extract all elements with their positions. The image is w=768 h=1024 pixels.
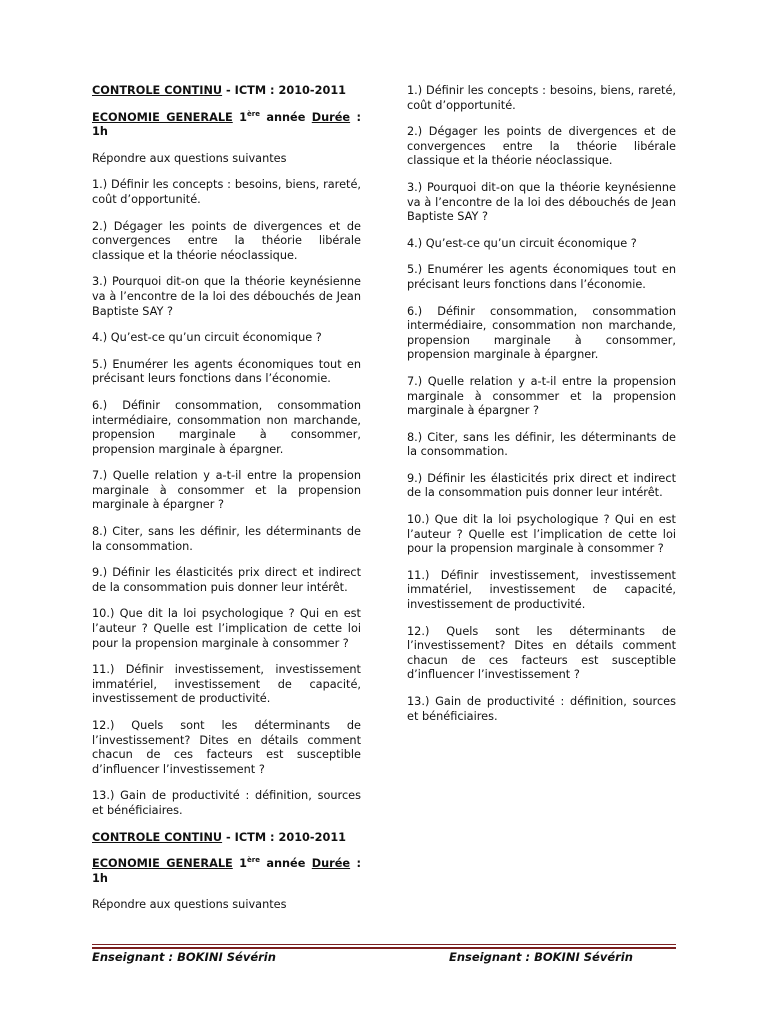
question-2: 2.) Dégager les points de divergences et de convergences entre la théorie libérale classique et la théorie néoclassique. [92,219,361,262]
question-10: 10.) Que dit la loi psychologique ? Qui en est l’auteur ? Quelle est l’implication de cette loi pour la propension marginale à consommer ? [92,607,361,650]
question-4: 4.) Qu’est-ce qu’un circuit économique ? [407,236,637,250]
question-2: 2.) Dégager les points de divergences et de convergences entre la théorie libérale classique et la théorie néoclassique. [407,125,676,168]
question-13: 13.) Gain de productivité : définition, sources et bénéficiaires. [407,695,676,723]
question-7: 7.) Quelle relation y a-t-il entre la propension marginale à consommer et la propension marginale à épargner ? [92,469,361,512]
question-8: 8.) Citer, sans les définir, les déterminants de la consommation. [92,525,361,553]
question-11: 11.) Définir investissement, investissement immatériel, investissement de capacité, investissement de productivité. [92,663,361,706]
question-1: 1.) Définir les concepts : besoins, biens, rareté, coût d’opportunité. [92,178,361,206]
question-6: 6.) Définir consommation, consommation intermédiaire, consommation non marchande, propension marginale à consommer, propension marginale à épargner. [407,304,676,362]
question-3: 3.) Pourquoi dit-on que la théorie keynésienne va à l’encontre de la loi des débouchés de Jean Baptiste SAY ? [92,275,361,318]
question-5: 5.) Enumérer les agents économiques tout en précisant leurs fonctions dans l’économie. [407,263,676,291]
question-3: 3.) Pourquoi dit-on que la théorie keynésienne va à l’encontre de la loi des débouchés de Jean Baptiste SAY ? [407,180,676,224]
question-7: 7.) Quelle relation y a-t-il entre la propension marginale à consommer et la propension marginale à épargner ? [407,374,676,418]
right-column [407,84,676,736]
question-9: 9.) Définir les élasticités prix direct et indirect de la consommation puis donner leur intérêt. [92,566,361,594]
question-12: 12.) Quels sont les déterminants de l’investissement? Dites en détails comment chacun de ces facteurs est susceptible d’influencer l’investissement ? [407,624,676,682]
left-column [92,84,361,925]
exam-header-1: CONTROLE CONTINU - ICTM : 2010-2011 [92,84,347,97]
question-12: 12.) Quels sont les déterminants de l’investissement? Dites en détails comment chacun de ces facteurs est susceptible d’influencer l’investissement ? [92,719,361,776]
question-4: 4.) Qu’est-ce qu’un circuit économique ? [92,331,322,345]
question-10: 10.) Que dit la loi psychologique ? Qui en est l’auteur ? Quelle est l’implication de cette loi pour la propension marginale à consommer ? [407,513,676,556]
question-6: 6.) Définir consommation, consommation intermédiaire, consommation non marchande, propension marginale à consommer, propension marginale à épargner. [92,398,361,456]
question-11: 11.) Définir investissement, investissement immatériel, investissement de capacité, investissement de productivité. [407,568,676,612]
footer-teacher-right: Enseignant : BOKINI Sévérin [449,950,633,964]
question-13: 13.) Gain de productivité : définition, sources et bénéficiaires. [92,789,361,817]
course-header-2: ECONOMIE GENERALE 1ère année Durée : 1h [92,856,361,885]
question-8: 8.) Citer, sans les définir, les déterminants de la consommation. [407,430,676,459]
question-1: 1.) Définir les concepts : besoins, biens, rareté, coût d’opportunité. [407,84,676,112]
course-header-1: ECONOMIE GENERALE 1ère année Durée : 1h [92,109,361,139]
instruction-1: Répondre aux questions suivantes [92,151,287,165]
question-9: 9.) Définir les élasticités prix direct et indirect de la consommation puis donner leur intérêt. [407,471,676,500]
question-5: 5.) Enumérer les agents économiques tout en précisant leurs fonctions dans l’économie. [92,357,361,386]
instruction-2: Répondre aux questions suivantes [92,898,287,912]
footer-rule-top [92,944,676,945]
footer-rule-bottom [92,947,676,949]
footer-teacher-left: Enseignant : BOKINI Sévérin [92,950,276,964]
exam-header-2: CONTROLE CONTINU - ICTM : 2010-2011 [92,830,347,844]
